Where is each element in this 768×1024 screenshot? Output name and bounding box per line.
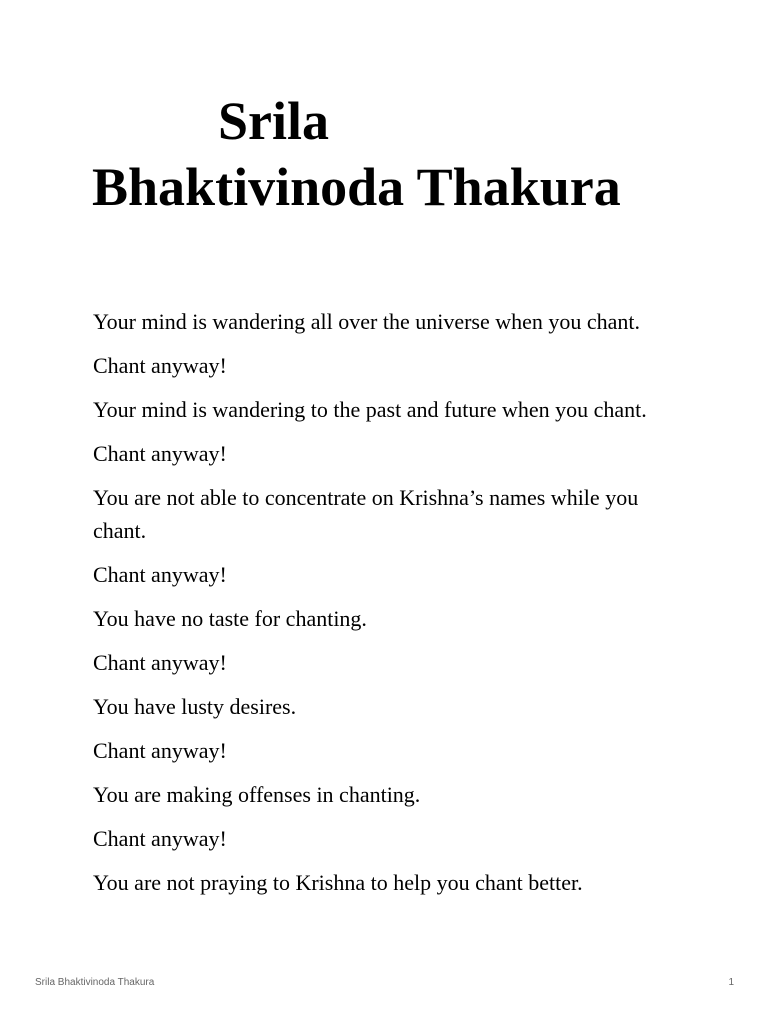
document-title: [92, 88, 712, 220]
page-footer: [35, 977, 734, 993]
paragraph-11: You are making offenses in chanting.: [93, 782, 421, 807]
footer-running-title: Srila Bhaktivinoda Thakura: [35, 977, 155, 988]
title-line-2: Bhaktivinoda Thakura: [92, 157, 621, 217]
paragraph-8: Chant anyway!: [93, 650, 227, 675]
paragraph-2: Chant anyway!: [93, 353, 227, 378]
paragraph-5: You are not able to concentrate on Krishna’s names while you chant.: [93, 485, 639, 543]
paragraph-13: You are not praying to Krishna to help you chant better.: [93, 870, 583, 895]
paragraph-7: You have no taste for chanting.: [93, 606, 367, 631]
paragraph-12: Chant anyway!: [93, 826, 227, 851]
document-body: [93, 305, 683, 910]
paragraph-1: Your mind is wandering all over the universe when you chant.: [93, 309, 641, 334]
paragraph-10: Chant anyway!: [93, 738, 227, 763]
paragraph-9: You have lusty desires.: [93, 694, 297, 719]
paragraph-4: Chant anyway!: [93, 441, 227, 466]
title-line-1: Srila: [218, 91, 330, 151]
paragraph-6: Chant anyway!: [93, 562, 227, 587]
footer-page-number: 1: [728, 977, 734, 988]
paragraph-3: Your mind is wandering to the past and future when you chant.: [93, 397, 647, 422]
